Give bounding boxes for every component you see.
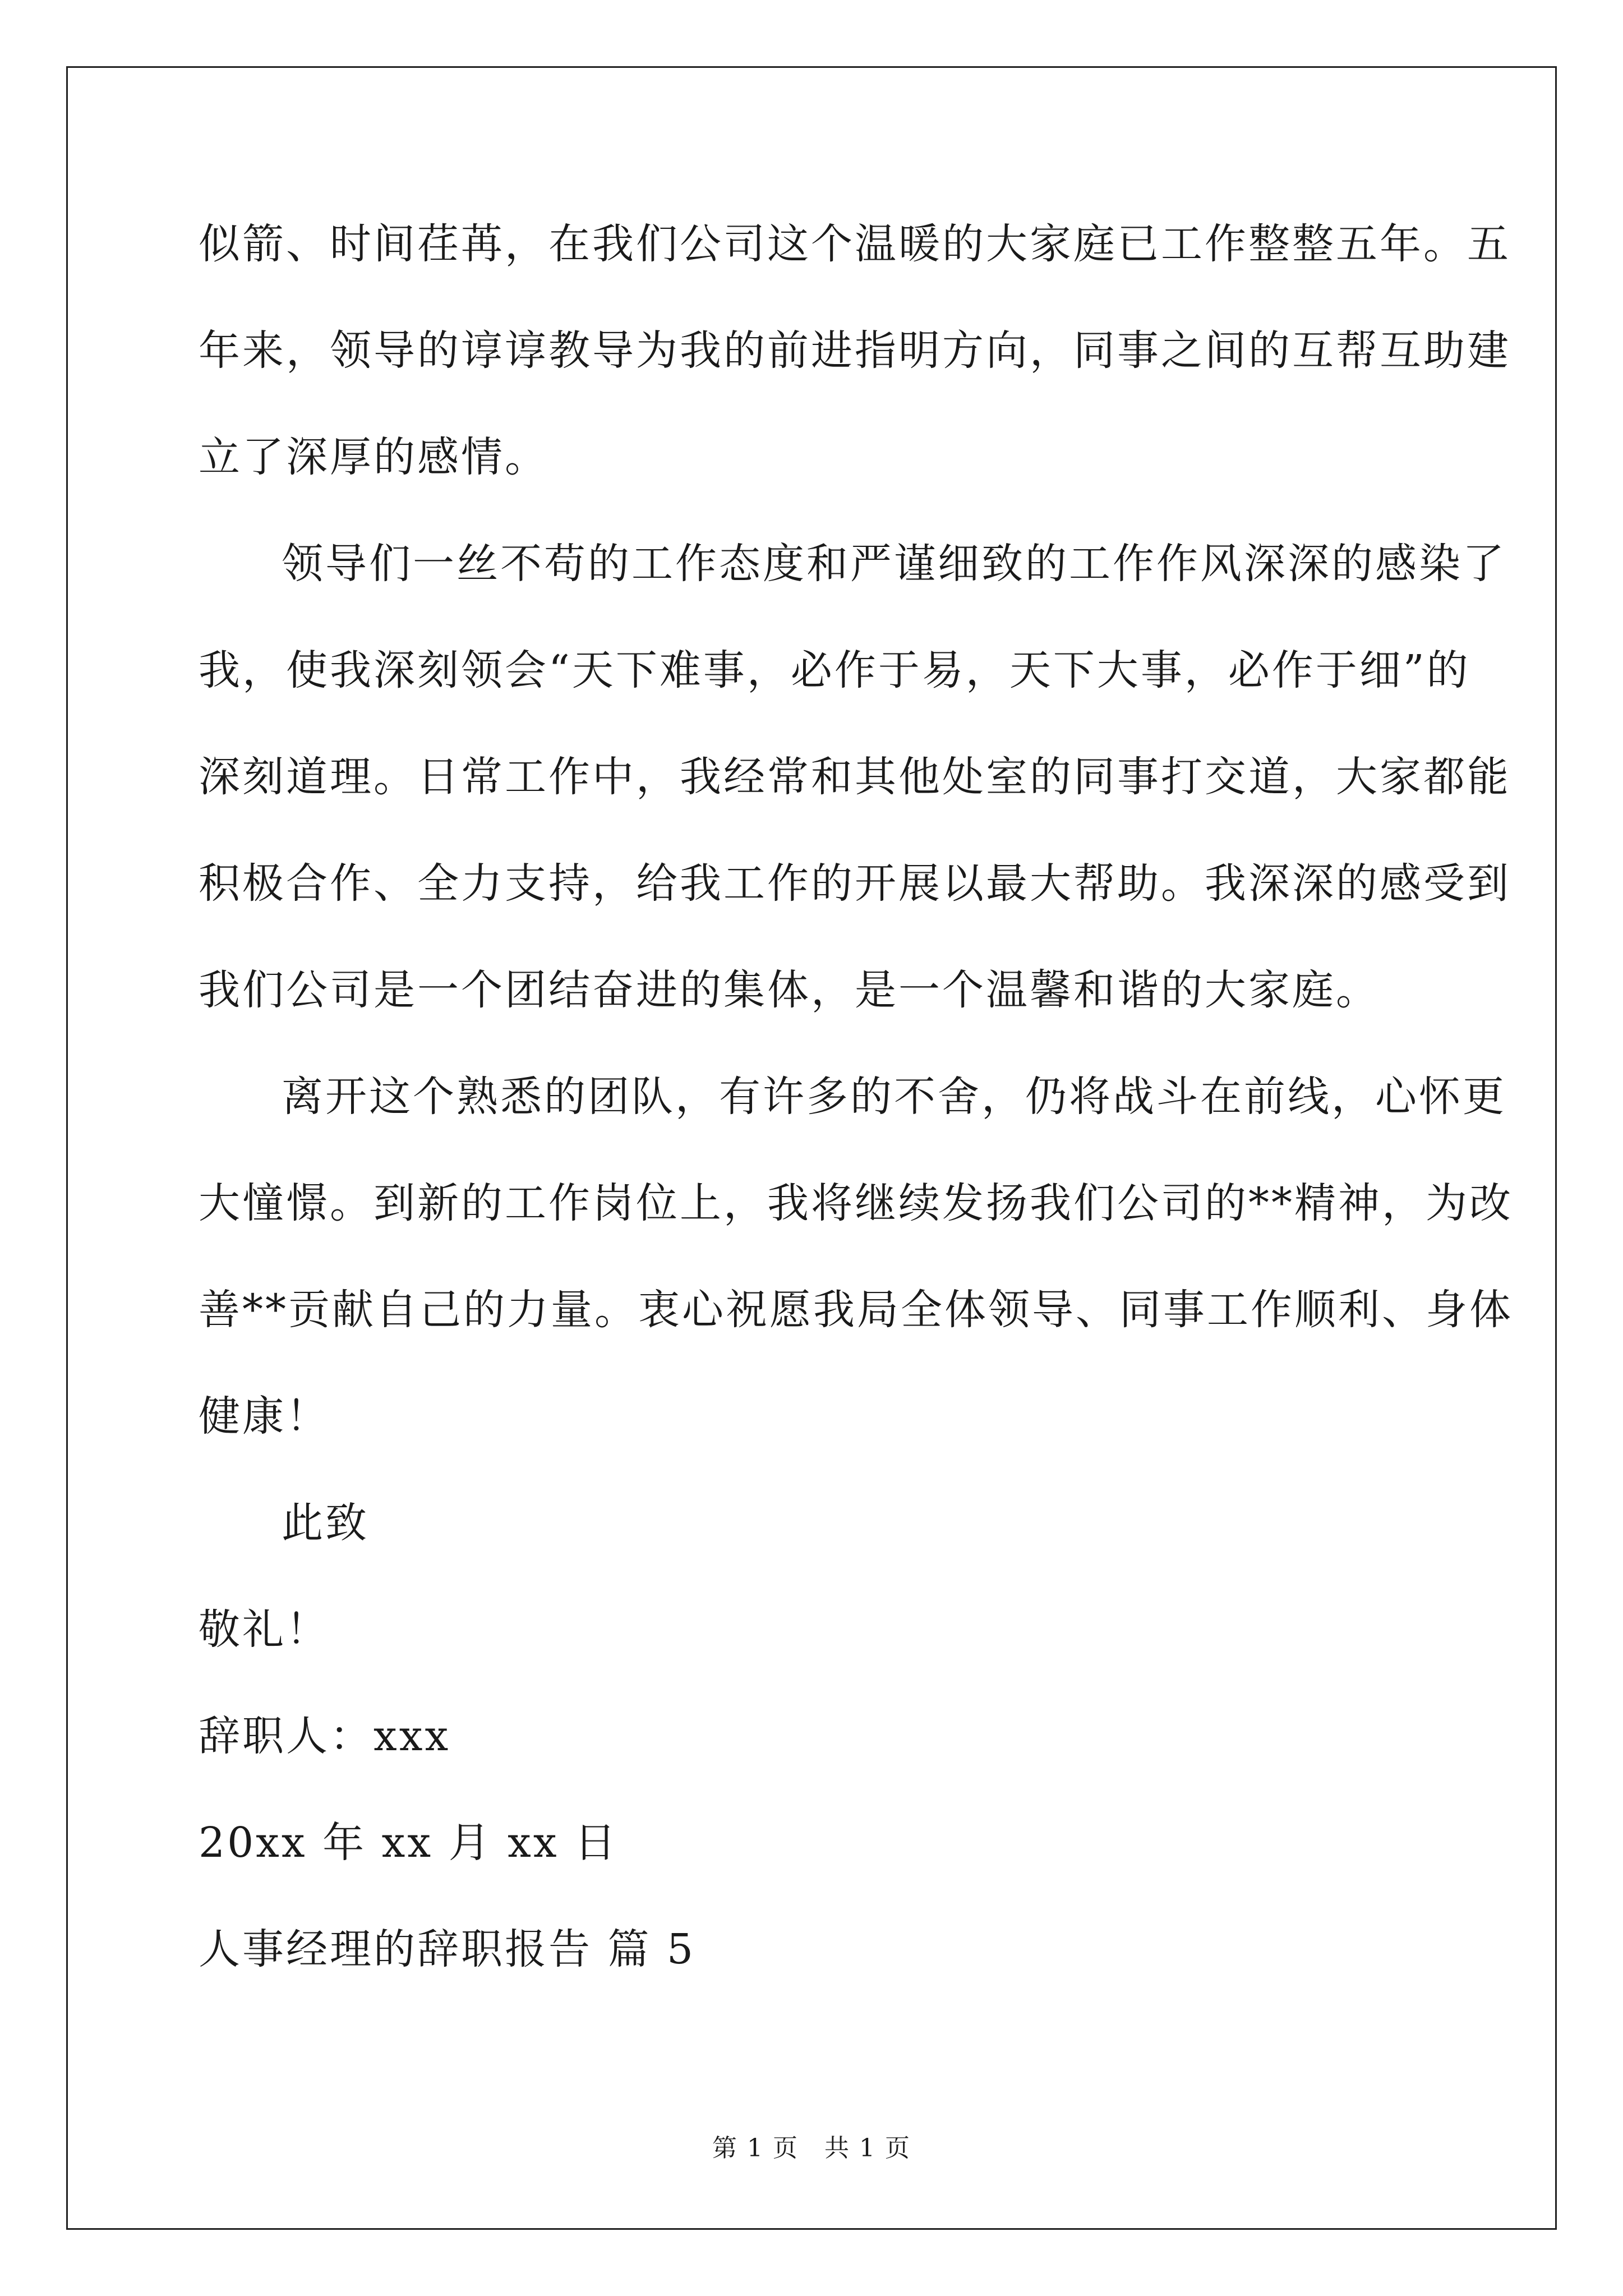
body-line: 善**贡献自己的力量。衷心祝愿我局全体领导、同事工作顺利、身体 bbox=[199, 1286, 1513, 1334]
body-line: 深刻道理。日常工作中，我经常和其他处室的同事打交道，大家都能 bbox=[199, 753, 1511, 801]
signature: 辞职人：xxx bbox=[199, 1712, 451, 1760]
body-line: 领导们一丝不苟的工作态度和严谨细致的工作作风深深的感染了 bbox=[282, 540, 1506, 588]
body-line: 我们公司是一个团结奋进的集体，是一个温馨和谐的大家庭。 bbox=[199, 966, 1380, 1014]
closing: 敬礼！ bbox=[199, 1605, 330, 1654]
document-body bbox=[199, 191, 1513, 2003]
body-line: 年来，领导的谆谆教导为我的前进指明方向，同事之间的互帮互助建 bbox=[199, 326, 1511, 375]
body-line: 积极合作、全力支持，给我工作的开展以最大帮助。我深深的感受到 bbox=[199, 859, 1511, 908]
body-line: 立了深厚的感情。 bbox=[199, 433, 548, 481]
date-line: 20xx 年 xx 月 xx 日 bbox=[199, 1819, 619, 1867]
body-line: 离开这个熟悉的团队，有许多的不舍，仍将战斗在前线，心怀更 bbox=[282, 1073, 1506, 1121]
body-line: 大憧憬。到新的工作岗位上，我将继续发扬我们公司的**精神，为改 bbox=[199, 1179, 1513, 1227]
body-line: 似箭、时间荏苒，在我们公司这个温暖的大家庭已工作整整五年。五 bbox=[199, 220, 1511, 268]
body-line: 我，使我深刻领会“天下难事，必作于易，天下大事，必作于细”的 bbox=[199, 646, 1470, 694]
page-footer: 第 1 页 共 1 页 bbox=[712, 2134, 911, 2162]
section-heading: 人事经理的辞职报告 篇 5 bbox=[199, 1925, 696, 1973]
salutation: 此致 bbox=[282, 1499, 369, 1547]
body-line: 健康！ bbox=[199, 1392, 330, 1441]
